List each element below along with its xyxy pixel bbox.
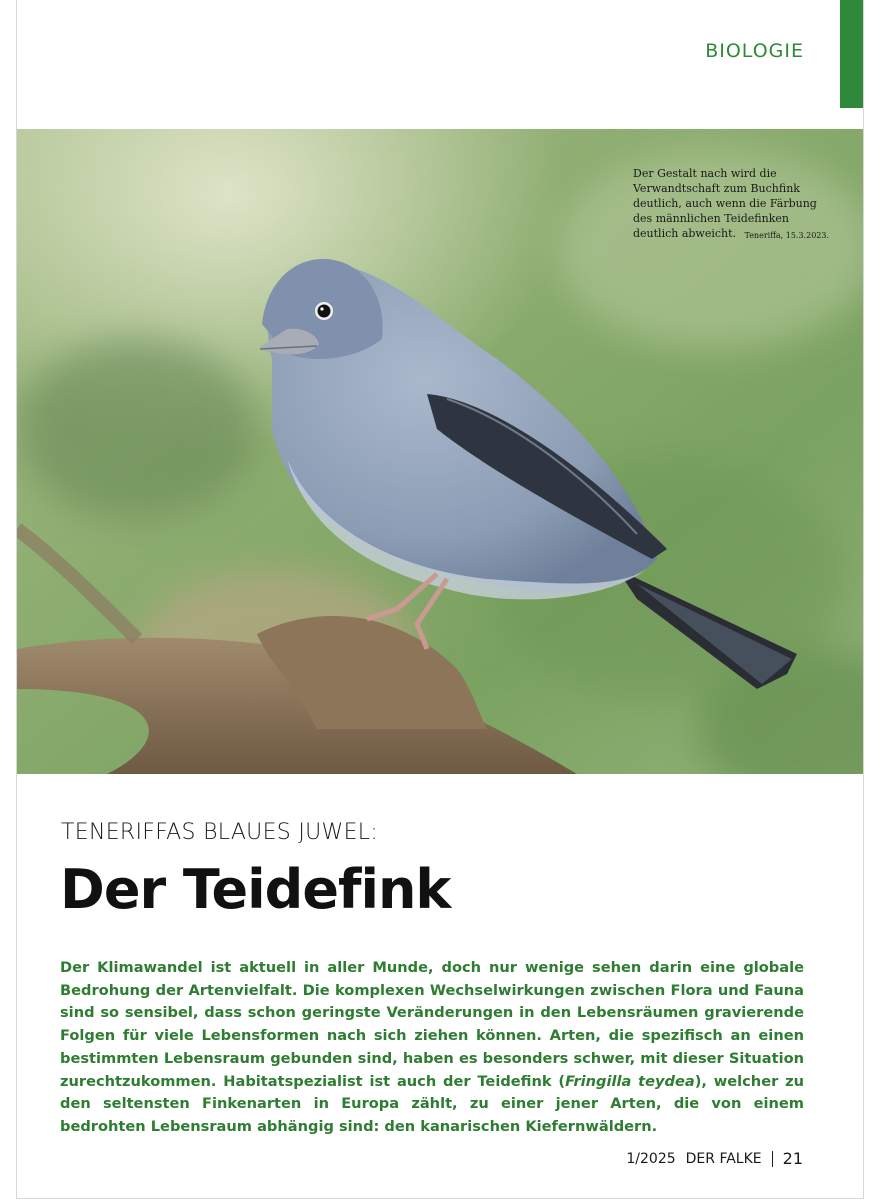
section-color-bar — [840, 0, 863, 108]
section-label: BIOLOGIE — [705, 40, 804, 62]
footer-page-number: 21 — [782, 1149, 803, 1168]
caption-text: Der Gestalt nach wird die Verwandtschaft zum Buchfink deutlich, auch wenn die Färbung des männlichen Teidefinken deutlich abweicht. — [633, 167, 817, 240]
photo-caption — [633, 166, 829, 243]
caption-credit: Teneriffa, 15.3.2023. — [744, 231, 829, 240]
footer-divider — [772, 1151, 773, 1167]
article-lead — [60, 957, 804, 1139]
footer-issue: 1/2025 — [626, 1150, 676, 1167]
page-footer — [626, 1149, 803, 1168]
article-title: Der Teidefink — [60, 858, 451, 921]
lead-text-2: ), welcher zu den seltensten Finkenarten in Europa zählt, zu einer jener Arten, die von einem bedrohten Lebensraum abhängig sind: den kanarischen Kiefernwäldern. — [60, 1072, 804, 1135]
lead-text-1: Der Klimawandel ist aktuell in aller Munde, doch nur wenige sehen darin eine globale Bedrohung der Artenvielfalt. Die komplexen Wechselwirkungen zwischen Flora und Fauna sind so sensibel, dass schon geringste Veränderungen in den Lebensräumen gravierende Folgen für viele Lebensformen nach sich ziehen können. Arten, die spezifisch an einen bestimmten Lebensraum gebunden sind, haben es besonders schwer, mit dieser Situation zurechtzukommen. Habitatspezialist ist auch der Teidefink ( — [60, 959, 804, 1090]
footer-magazine: DER FALKE — [685, 1150, 762, 1167]
lead-species-name: Fringilla teydea — [565, 1072, 695, 1090]
article-kicker: TENERIFFAS BLAUES JUWEL: — [61, 820, 379, 845]
